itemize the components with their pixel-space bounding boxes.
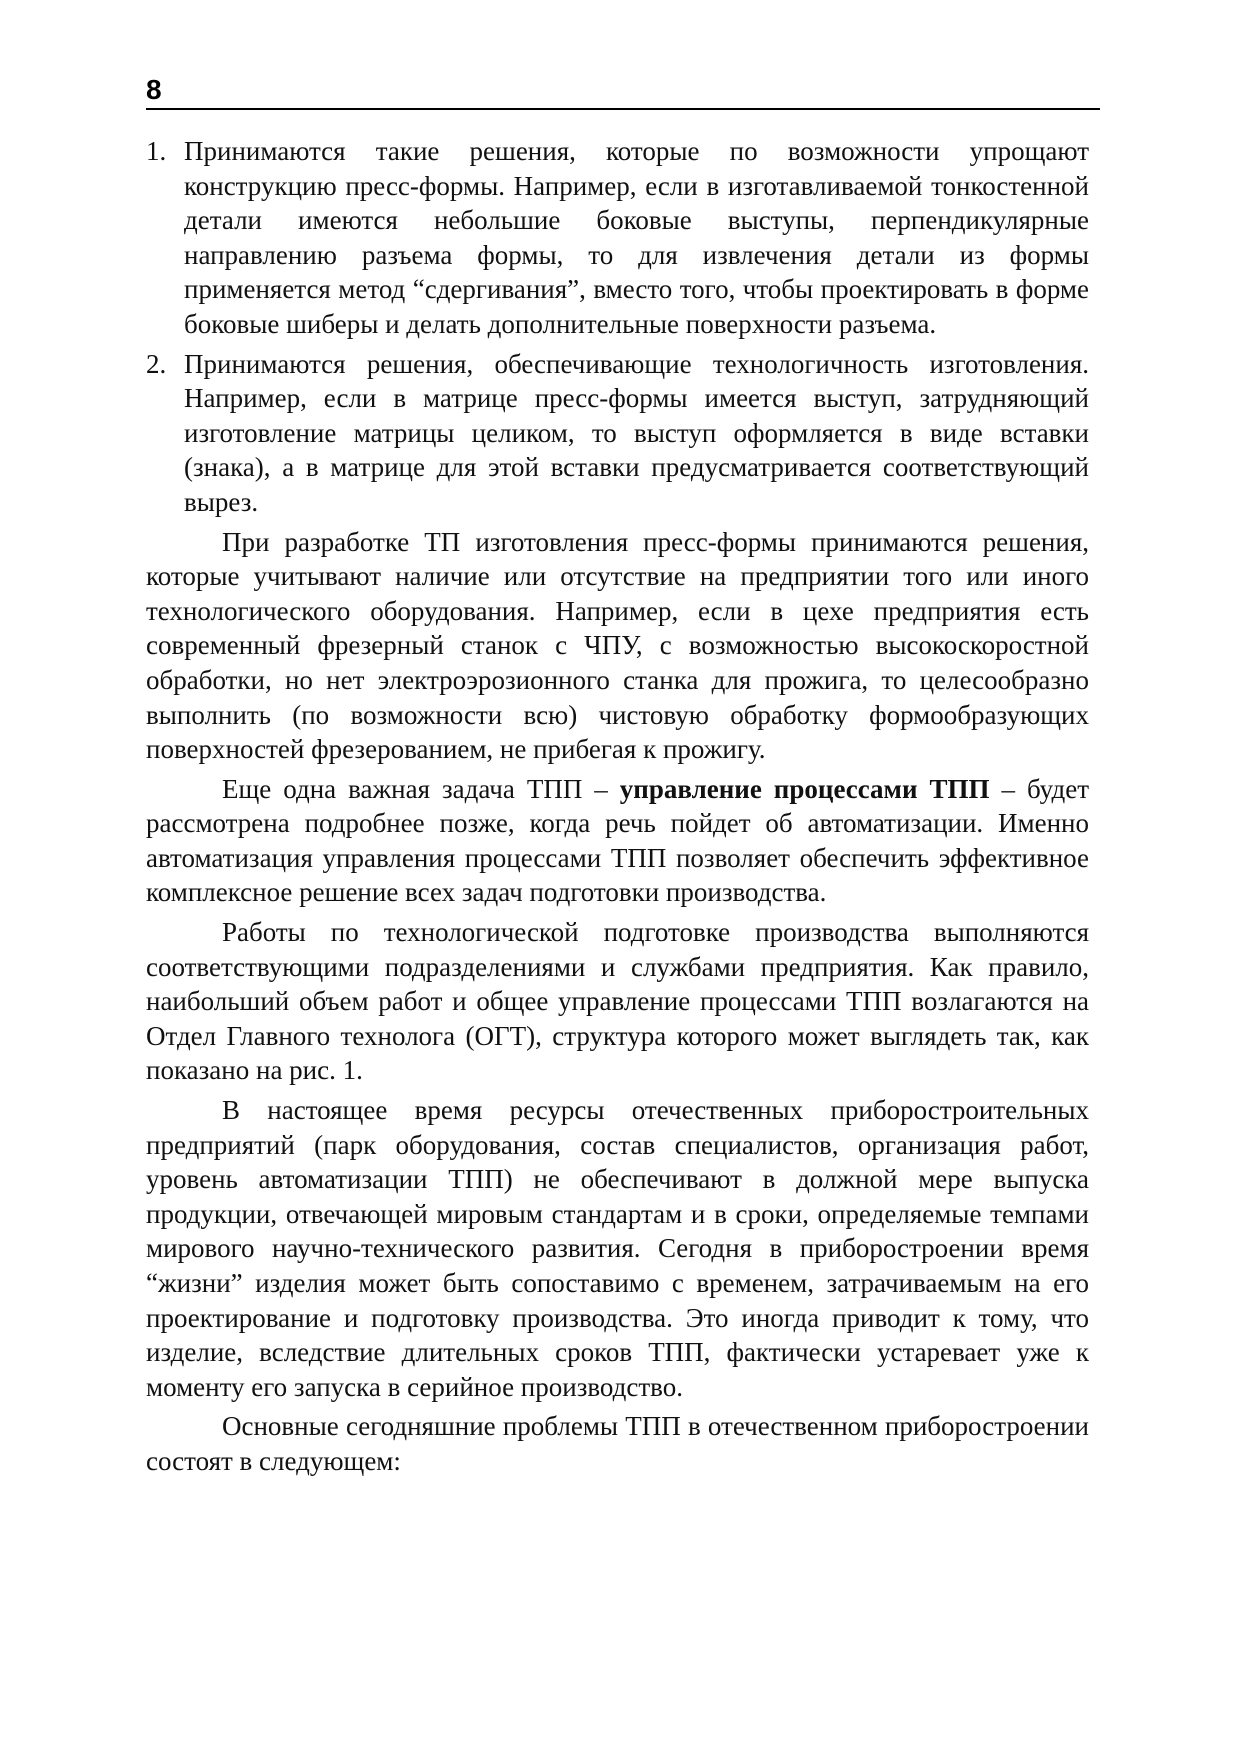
page-number: 8 [146, 74, 162, 105]
bold-term: управление процессами ТПП [619, 773, 990, 804]
paragraph-ogt: Работы по технологической подготовке производства выполняются соответствующими подразделениями и службами предприятия. Как правило, наибольший объем работ и общее управление процессами ТПП возлагаются на Отдел Главного технолога (ОГТ), структура которого может выглядеть так, как показано на рис. 1. [146, 917, 1089, 1086]
paragraph-problems-intro: Основные сегодняшние проблемы ТПП в отечественном приборостроении состоят в следующем: [146, 1411, 1089, 1476]
page-body [146, 134, 1089, 1479]
list-item-number: 1. [146, 136, 167, 166]
paragraph-press-form-tp: При разработке ТП изготовления пресс-формы принимаются решения, которые учитывают наличие или отсутствие на предприятии того или иного технологического оборудования. Например, если в цехе предприятия есть современный фрезерный станок с ЧПУ, с возможностью высокоскоростной обработки, но нет электроэрозионного станка для прожига, то целесообразно выполнить (по возможности всю) чистовую обработку формообразующих поверхностей фрезерованием, не прибегая к прожигу. [146, 526, 1089, 765]
list-item-number: 2. [146, 348, 167, 379]
list-item [146, 134, 1089, 342]
paragraph-tpp-management [146, 772, 1089, 910]
paragraph-text: – будет рассмотрена подробнее позже, когда речь пойдет об автоматизации. Именно автоматизация управления процессами ТПП позволяет обеспечить эффективное комплексное решение всех задач подготовки производства. [146, 773, 1089, 908]
list-item [146, 347, 1089, 520]
paragraph-text: Еще одна важная задача ТПП – [222, 773, 620, 804]
list-item-text: Принимаются такие решения, которые по возможности упрощают конструкцию пресс-формы. Например, если в изготавливаемой тонкостенной детали имеются небольшие боковые выступы, перпендикулярные направлению разъема формы, то для извлечения детали из формы применяется метод “сдергивания”, вместо того, чтобы проектировать в форме боковые шиберы и делать дополнительные поверхности разъема. [184, 136, 1089, 339]
paragraph-resources: В настоящее время ресурсы отечественных приборостроительных предприятий (парк оборудования, состав специалистов, организация работ, уровень автоматизации ТПП) не обеспечивают в должной мере выпуска продукции, отвечающей мировым стандартам и в сроки, определяемые темпами мирового научно-технического развития. Сегодня в приборостроении время “жизни” изделия может быть сопоставимо с временем, затрачиваемым на его проектирование и подготовку производства. Это иногда приводит к тому, что изделие, вследствие длительных сроков ТПП, фактически устаревает уже к моменту его запуска в серийное производство. [146, 1095, 1089, 1402]
numbered-list [146, 134, 1089, 520]
header-rule [146, 108, 1100, 110]
list-item-text: Принимаются решения, обеспечивающие технологичность изготовления. Например, если в матрице пресс-формы имеется выступ, затрудняющий изготовление матрицы целиком, то выступ оформляется в виде вставки (знака), а в матрице для этой вставки предусматривается соответствующий вырез. [184, 348, 1089, 517]
